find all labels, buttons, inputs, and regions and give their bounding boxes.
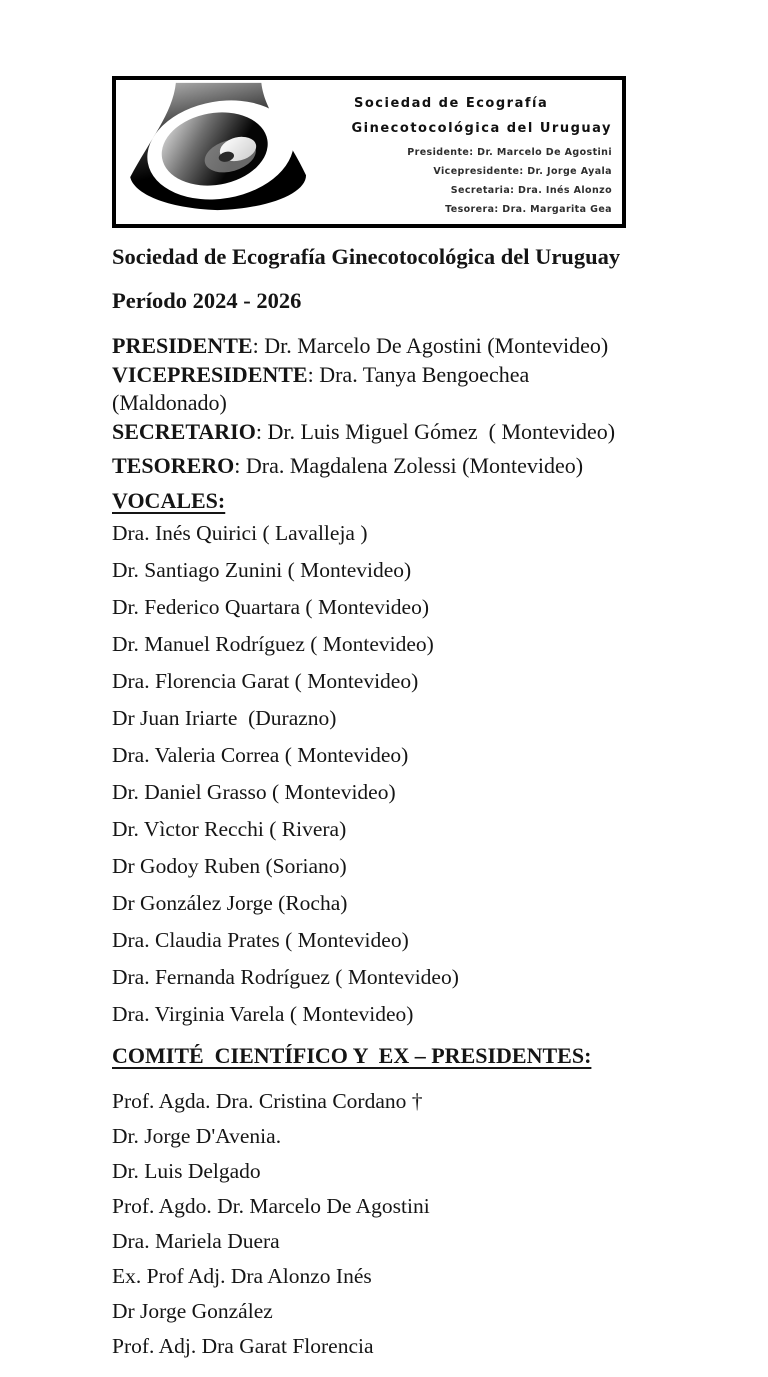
letterhead-org-line2: Ginecotocológica del Uruguay bbox=[351, 121, 612, 136]
comite-item: Prof. Agdo. Dr. Marcelo De Agostini bbox=[112, 1193, 430, 1218]
vocal-item: Dr. Daniel Grasso ( Montevideo) bbox=[112, 779, 396, 804]
comite-item: Dra. Mariela Duera bbox=[112, 1228, 280, 1253]
letterhead-org-line1: Sociedad de Ecografía bbox=[354, 96, 549, 111]
comite-item: Dr. Luis Delgado bbox=[112, 1158, 261, 1183]
vocal-item: Dr González Jorge (Rocha) bbox=[112, 890, 348, 915]
letterhead-officer-vicepresidente: Vicepresidente: Dr. Jorge Ayala bbox=[433, 166, 612, 177]
vocal-item: Dra. Fernanda Rodríguez ( Montevideo) bbox=[112, 964, 459, 989]
board-role: TESORERO bbox=[112, 453, 235, 478]
board-line-vicepresidente bbox=[112, 361, 712, 390]
vocal-item: Dr Godoy Ruben (Soriano) bbox=[112, 853, 347, 878]
vocal-item: Dr. Vìctor Recchi ( Rivera) bbox=[112, 816, 347, 841]
comite-item: Ex. Prof Adj. Dra Alonzo Inés bbox=[112, 1263, 372, 1288]
vocal-item: Dr. Federico Quartara ( Montevideo) bbox=[112, 594, 430, 619]
board-role: SECRETARIO bbox=[112, 418, 256, 444]
board-line-vicepresidente-wrap bbox=[112, 389, 712, 418]
comite-item: Dr Jorge González bbox=[112, 1298, 273, 1323]
letterhead-officer-secretaria: Secretaria: Dra. Inés Alonzo bbox=[450, 185, 612, 196]
vocal-item: Dra. Claudia Prates ( Montevideo) bbox=[112, 927, 409, 952]
comite-item: Dr. Jorge D'Avenia. bbox=[112, 1123, 282, 1148]
letterhead-officer-tesorera: Tesorera: Dra. Margarita Gea bbox=[445, 204, 612, 215]
vocales-heading: VOCALES: bbox=[112, 487, 226, 513]
comite-item: Prof. Agda. Dra. Cristina Cordano † bbox=[112, 1088, 423, 1113]
board-line-tesorero bbox=[112, 452, 712, 481]
vocal-item: Dr Juan Iriarte (Durazno) bbox=[112, 705, 337, 730]
board-name: : Dra. Magdalena Zolessi (Montevideo) bbox=[234, 453, 584, 478]
vocal-item: Dra. Florencia Garat ( Montevideo) bbox=[112, 668, 419, 693]
document-period: Período 2024 - 2026 bbox=[112, 288, 302, 313]
board-name: : Dra. Tanya Bengoechea bbox=[307, 361, 530, 387]
document-title: Sociedad de Ecografía Ginecotocológica del Uruguay bbox=[112, 244, 621, 269]
board-name: (Maldonado) bbox=[112, 390, 227, 415]
board-line-presidente bbox=[112, 332, 712, 361]
society-logo bbox=[116, 80, 328, 224]
vocal-item: Dr. Santiago Zunini ( Montevideo) bbox=[112, 557, 412, 582]
letterhead-officer-presidente: Presidente: Dr. Marcelo De Agostini bbox=[407, 147, 612, 158]
board-name: : Dr. Marcelo De Agostini (Montevideo) bbox=[252, 333, 609, 358]
comite-heading: COMITÉ CIENTÍFICO Y EX – PRESIDENTES: bbox=[112, 1042, 592, 1068]
board-role: PRESIDENTE bbox=[112, 333, 253, 358]
vocal-item: Dr. Manuel Rodríguez ( Montevideo) bbox=[112, 631, 434, 656]
comite-item: Prof. Adj. Dra Garat Florencia bbox=[112, 1333, 374, 1358]
vocal-item: Dra. Inés Quirici ( Lavalleja ) bbox=[112, 520, 368, 545]
letterhead-box bbox=[112, 76, 626, 228]
board-paragraph bbox=[112, 332, 712, 446]
board-role: VICEPRESIDENTE bbox=[112, 361, 308, 387]
letterhead-text bbox=[328, 80, 622, 224]
vocal-item: Dra. Valeria Correa ( Montevideo) bbox=[112, 742, 409, 767]
board-name: : Dr. Luis Miguel Gómez ( Montevideo) bbox=[255, 418, 616, 444]
board-line-secretario bbox=[112, 418, 712, 447]
letterhead-officers bbox=[328, 143, 612, 219]
document-body bbox=[112, 242, 712, 1371]
ultrasound-eye-logo bbox=[116, 80, 328, 216]
vocal-item: Dra. Virginia Varela ( Montevideo) bbox=[112, 1001, 414, 1026]
